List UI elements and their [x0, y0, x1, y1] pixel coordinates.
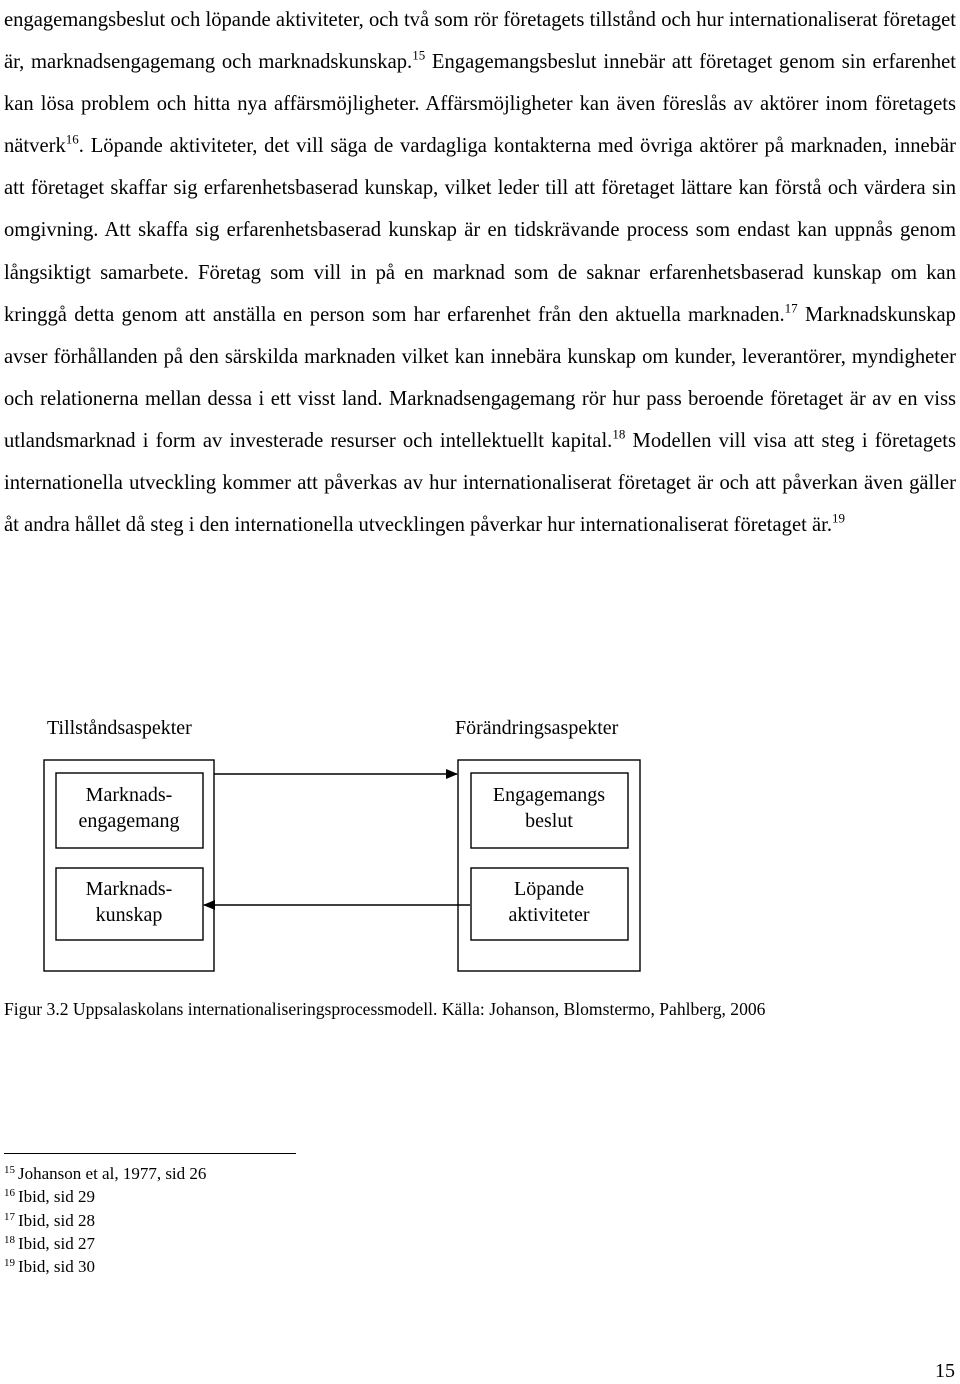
- body-sentence-2: Engagemangsbeslut innebär att företaget genom sin erfarenhet kan lösa problem och hitta nya affärsmöjligheter. Affärsmöjligheter kan även föreslås av aktörer inom företagets nätverk: [4, 51, 956, 158]
- footnote-ref-18: 18: [612, 426, 626, 442]
- footnote-number: 19: [4, 1257, 15, 1270]
- footnote-ref-19: 19: [831, 510, 845, 526]
- commitment-decisions-line1: Engagemangs: [492, 784, 606, 806]
- footnote-item: [4, 1209, 206, 1232]
- footnote-number: 17: [4, 1210, 15, 1223]
- footnote-ref-15: 15: [412, 47, 426, 63]
- left-heading: Tillståndsaspekter: [47, 717, 192, 739]
- commitment-decisions-line2: beslut: [525, 810, 573, 832]
- footnote-text: Ibid, sid 28: [18, 1210, 95, 1230]
- body-sentence-3: . Löpande aktiviteter, det vill säga de vardagliga kontakterna med övriga aktörer på marknaden, innebär att företaget skaffar sig erfarenhetsbaserad kunskap, vilket leder till att företaget lättare kan förstå och värdera sin omgivning. Att skaffa sig erfarenhetsbaserad kunskap är en tidskrävande process som endast kan uppnås genom långsiktigt samarbete. Företag som vill in på en marknad som de saknar erfarenhetsbaserad kunskap om kan kringgå detta genom att anställa en person som har erfarenhet från den aktuella marknaden.: [4, 135, 956, 326]
- right-heading: Förändringsaspekter: [455, 717, 619, 739]
- body-sentence-1: engagemangsbeslut och löpande aktiviteter, och två som rör företagets tillstånd och hur internationaliserat företaget är, marknadsengagemang och marknadskunskap.: [4, 9, 956, 74]
- footnote-list: [4, 1162, 206, 1278]
- market-knowledge-line1: Marknads-: [85, 878, 173, 900]
- market-knowledge-line2: kunskap: [95, 904, 163, 926]
- body-sentence-4: Marknadskunskap avser förhållanden på den särskilda marknaden vilket kan innebära kunskap om kunder, leverantörer, myndigheter och relationerna mellan dessa i ett visst land. Marknadsengagemang rör hur pass beroende företaget är av en viss utlandsmarknad i form av investerade resurser och intellektuellt kapital.: [4, 303, 956, 452]
- footnote-item: [4, 1162, 206, 1185]
- footnote-ref-16: 16: [65, 131, 79, 147]
- footnote-text: Johanson et al, 1977, sid 26: [18, 1164, 207, 1183]
- footnote-text: Ibid, sid 27: [18, 1233, 95, 1253]
- footnote-item: [4, 1255, 206, 1278]
- current-activities-line1: Löpande: [514, 878, 584, 900]
- market-commitment-line2: engagemang: [78, 810, 180, 832]
- footnote-item: [4, 1185, 206, 1208]
- footnote-number: 15: [4, 1163, 15, 1176]
- figure-caption: Figur 3.2 Uppsalaskolans internationaliseringsprocessmodell. Källa: Johanson, Blomstermo, Pahlberg, 2006: [4, 999, 766, 1019]
- footnote-separator: [4, 1153, 296, 1154]
- current-activities-line2: aktiviteter: [508, 904, 590, 926]
- body-sentence-5: Modellen vill visa att steg i företagets internationella utveckling kommer att påverkas av hur internationaliserat företaget är och att påverkan även gäller åt andra hållet då steg i den internationella utvecklingen påverkar hur internationaliserat företaget är.: [4, 429, 956, 537]
- body-paragraph: [4, 0, 956, 546]
- market-commitment-line1: Marknads-: [85, 784, 173, 806]
- page-number: 15: [935, 1360, 955, 1382]
- footnote-number: 16: [4, 1187, 15, 1200]
- footnote-item: [4, 1232, 206, 1255]
- footnote-text: Ibid, sid 29: [18, 1187, 95, 1207]
- footnote-number: 18: [4, 1233, 15, 1246]
- footnote-text: Ibid, sid 30: [18, 1257, 95, 1277]
- footnote-ref-17: 17: [784, 300, 798, 316]
- process-model-diagram: [0, 700, 960, 980]
